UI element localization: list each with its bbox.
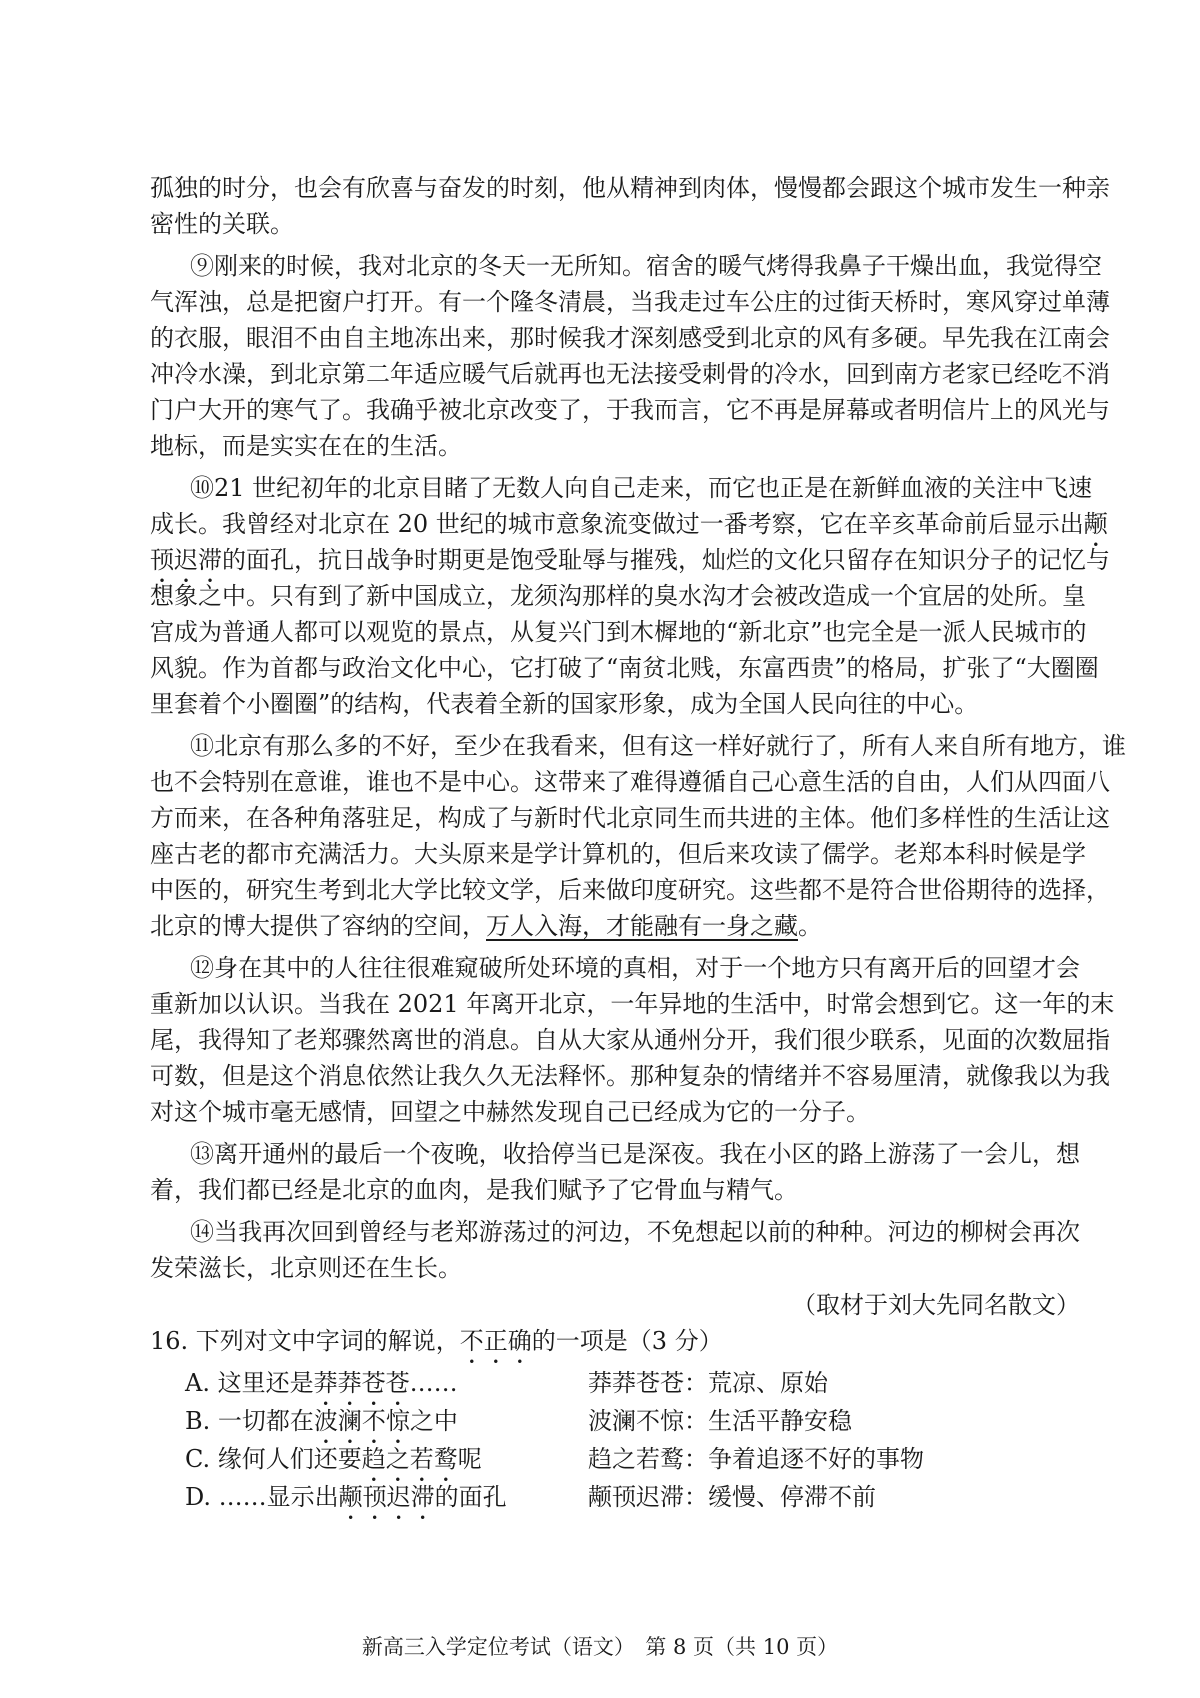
text-line: 想象之中。只有到了新中国成立，龙须沟那样的臭水沟才会被改造成一个宜居的处所。皇: [150, 582, 1086, 610]
option-c-explanation: 趋之若鹜：争着追逐不好的事物: [588, 1445, 924, 1473]
option-a-explanation: 莽莽苍苍：荒凉、原始: [588, 1369, 828, 1397]
question-suffix: 的一项是（3 分）: [531, 1327, 723, 1355]
text-line: 对这个城市毫无感情，回望之中赫然发现自己已经成为它的一分子。: [150, 1098, 870, 1126]
text-segment: 北京的博大提供了容纳的空间，: [150, 912, 486, 940]
text-line: 也不会特别在意谁，谁也不是中心。这带来了难得遵循自己心意生活的自由，人们从四面八: [150, 768, 1110, 796]
text-line: [150, 908, 1080, 944]
option-letter: A.: [185, 1369, 210, 1397]
option-text: 这里还是: [217, 1369, 314, 1397]
text-line: 重新加以认识。当我在 2021 年离开北京，一年异地的生活中，时常会想到它。这一年的末: [150, 990, 1115, 1018]
text-line: 着，我们都已经是北京的血肉，是我们赋予了它骨血与精气。: [150, 1176, 798, 1204]
emphasis-dotted-word: 颟: [1083, 510, 1108, 538]
source-citation: （取材于刘大先同名散文）: [792, 1291, 1080, 1319]
option-text: 的面孔: [434, 1483, 507, 1511]
text-line: ⑨刚来的时候，我对北京的冬天一无所知。宿舍的暖气烤得我鼻子干燥出血，我觉得空: [190, 252, 1102, 280]
text-line: 可数，但是这个消息依然让我久久无法释怀。那种复杂的情绪并不容易厘清，就像我以为我: [150, 1062, 1110, 1090]
option-letter: C.: [185, 1445, 211, 1473]
text-line: 座古老的都市充满活力。大头原来是学计算机的，但后来攻读了儒学。老郑本科时候是学: [150, 840, 1086, 868]
text-line: 冲冷水澡，到北京第二年适应暖气后就再也无法接受刺骨的冷水，回到南方老家已经吃不消: [150, 360, 1110, 388]
option-text: ……: [409, 1369, 458, 1397]
text-line: ⑩21 世纪初年的北京目睹了无数人向自己走来，而它也正是在新鲜血液的关注中飞速: [190, 474, 1093, 502]
text-line: ⑭当我再次回到曾经与老郑游荡过的河边，不免想起以前的种种。河边的柳树会再次: [190, 1218, 1080, 1246]
text-line: ⑪北京有那么多的不好，至少在我看来，但有这一样好就行了，所有人来自所有地方，谁: [190, 732, 1126, 760]
text-line: 地标，而是实实在在的生活。: [150, 432, 462, 460]
option-letter: B.: [185, 1407, 211, 1435]
question-title: [150, 1323, 723, 1369]
text-segment: 的面孔，抗日战争时期更是饱受耻辱与摧残，灿烂的文化只留存在知识分子的记忆与: [222, 546, 1110, 574]
text-line: 门户大开的寒气了。我确乎被北京改变了，于我而言，它不再是屏幕或者明信片上的风光与: [150, 396, 1110, 424]
option-d: [185, 1479, 507, 1525]
option-text: 缘何人们还要: [217, 1445, 362, 1473]
text-line: 密性的关联。: [150, 210, 294, 238]
option-letter: D.: [185, 1483, 212, 1511]
text-line: 气浑浊，总是把窗户打开。有一个隆冬清晨，当我走过车公庄的过街天桥时，寒风穿过单薄: [150, 288, 1110, 316]
page-footer: 新高三入学定位考试（语文） 第 8 页（共 10 页）: [361, 1635, 839, 1659]
emphasis-dotted-word: 波澜不惊: [313, 1407, 410, 1435]
text-line: 孤独的时分，也会有欣喜与奋发的时刻，他从精神到肉体，慢慢都会跟这个城市发生一种亲: [150, 174, 1110, 202]
emphasis-dotted-word: 不正确: [459, 1327, 532, 1355]
text-segment: 成长。我曾经对北京在 20 世纪的城市意象流变做过一番考察，它在辛亥革命前后显示出: [150, 510, 1084, 538]
option-text: 之中: [409, 1407, 458, 1435]
text-line: 方而来，在各种角落驻足，构成了与新时代北京同生而共进的主体。他们多样性的生活让这: [150, 804, 1110, 832]
text-line: ⑬离开通州的最后一个夜晚，收拾停当已是深夜。我在小区的路上游荡了一会儿，想: [190, 1140, 1080, 1168]
option-text: 一切都在: [217, 1407, 314, 1435]
text-line: 的衣服，眼泪不由自主地冻出来，那时候我才深刻感受到北京的风有多硬。早先我在江南会: [150, 324, 1110, 352]
emphasis-dotted-word: 莽莽苍苍: [313, 1369, 410, 1397]
emphasis-dotted-word: 趋之若鹜: [361, 1445, 458, 1473]
text-line: 发荣滋长，北京则还在生长。: [150, 1254, 462, 1282]
text-line: 宫成为普通人都可以观览的景点，从复兴门到木樨地的“新北京”也完全是一派人民城市的: [150, 618, 1087, 646]
underlined-sentence: 万人入海，才能融有一身之藏: [486, 912, 798, 940]
text-line: 中医的，研究生考到北大学比较文学，后来做印度研究。这些都不是符合世俗期待的选择，: [150, 876, 1110, 904]
option-b-explanation: 波澜不惊：生活平静安稳: [588, 1407, 852, 1435]
option-d-explanation: 颟顸迟滞：缓慢、停滞不前: [588, 1483, 876, 1511]
text-line: 里套着个小圈圈”的结构，代表着全新的国家形象，成为全国人民向往的中心。: [150, 690, 979, 718]
text-line: ⑫身在其中的人往往很难窥破所处环境的真相，对于一个地方只有离开后的回望才会: [190, 954, 1080, 982]
text-line: 尾，我得知了老郑骤然离世的消息。自从大家从通州分开，我们很少联系，见面的次数屈指: [150, 1026, 1110, 1054]
text-segment: 。: [798, 912, 822, 940]
emphasis-dotted-word: 颟顸迟滞: [338, 1483, 435, 1511]
question-prefix: 16. 下列对文中字词的解说，: [150, 1327, 460, 1355]
option-text: 呢: [457, 1445, 482, 1473]
emphasis-dotted-word: 顸迟滞: [150, 546, 222, 574]
text-line: 风貌。作为首都与政治文化中心，它打破了“南贫北贱，东富西贵”的格局，扩张了“大圈圈: [150, 654, 1099, 682]
option-text: ……显示出: [218, 1483, 339, 1511]
